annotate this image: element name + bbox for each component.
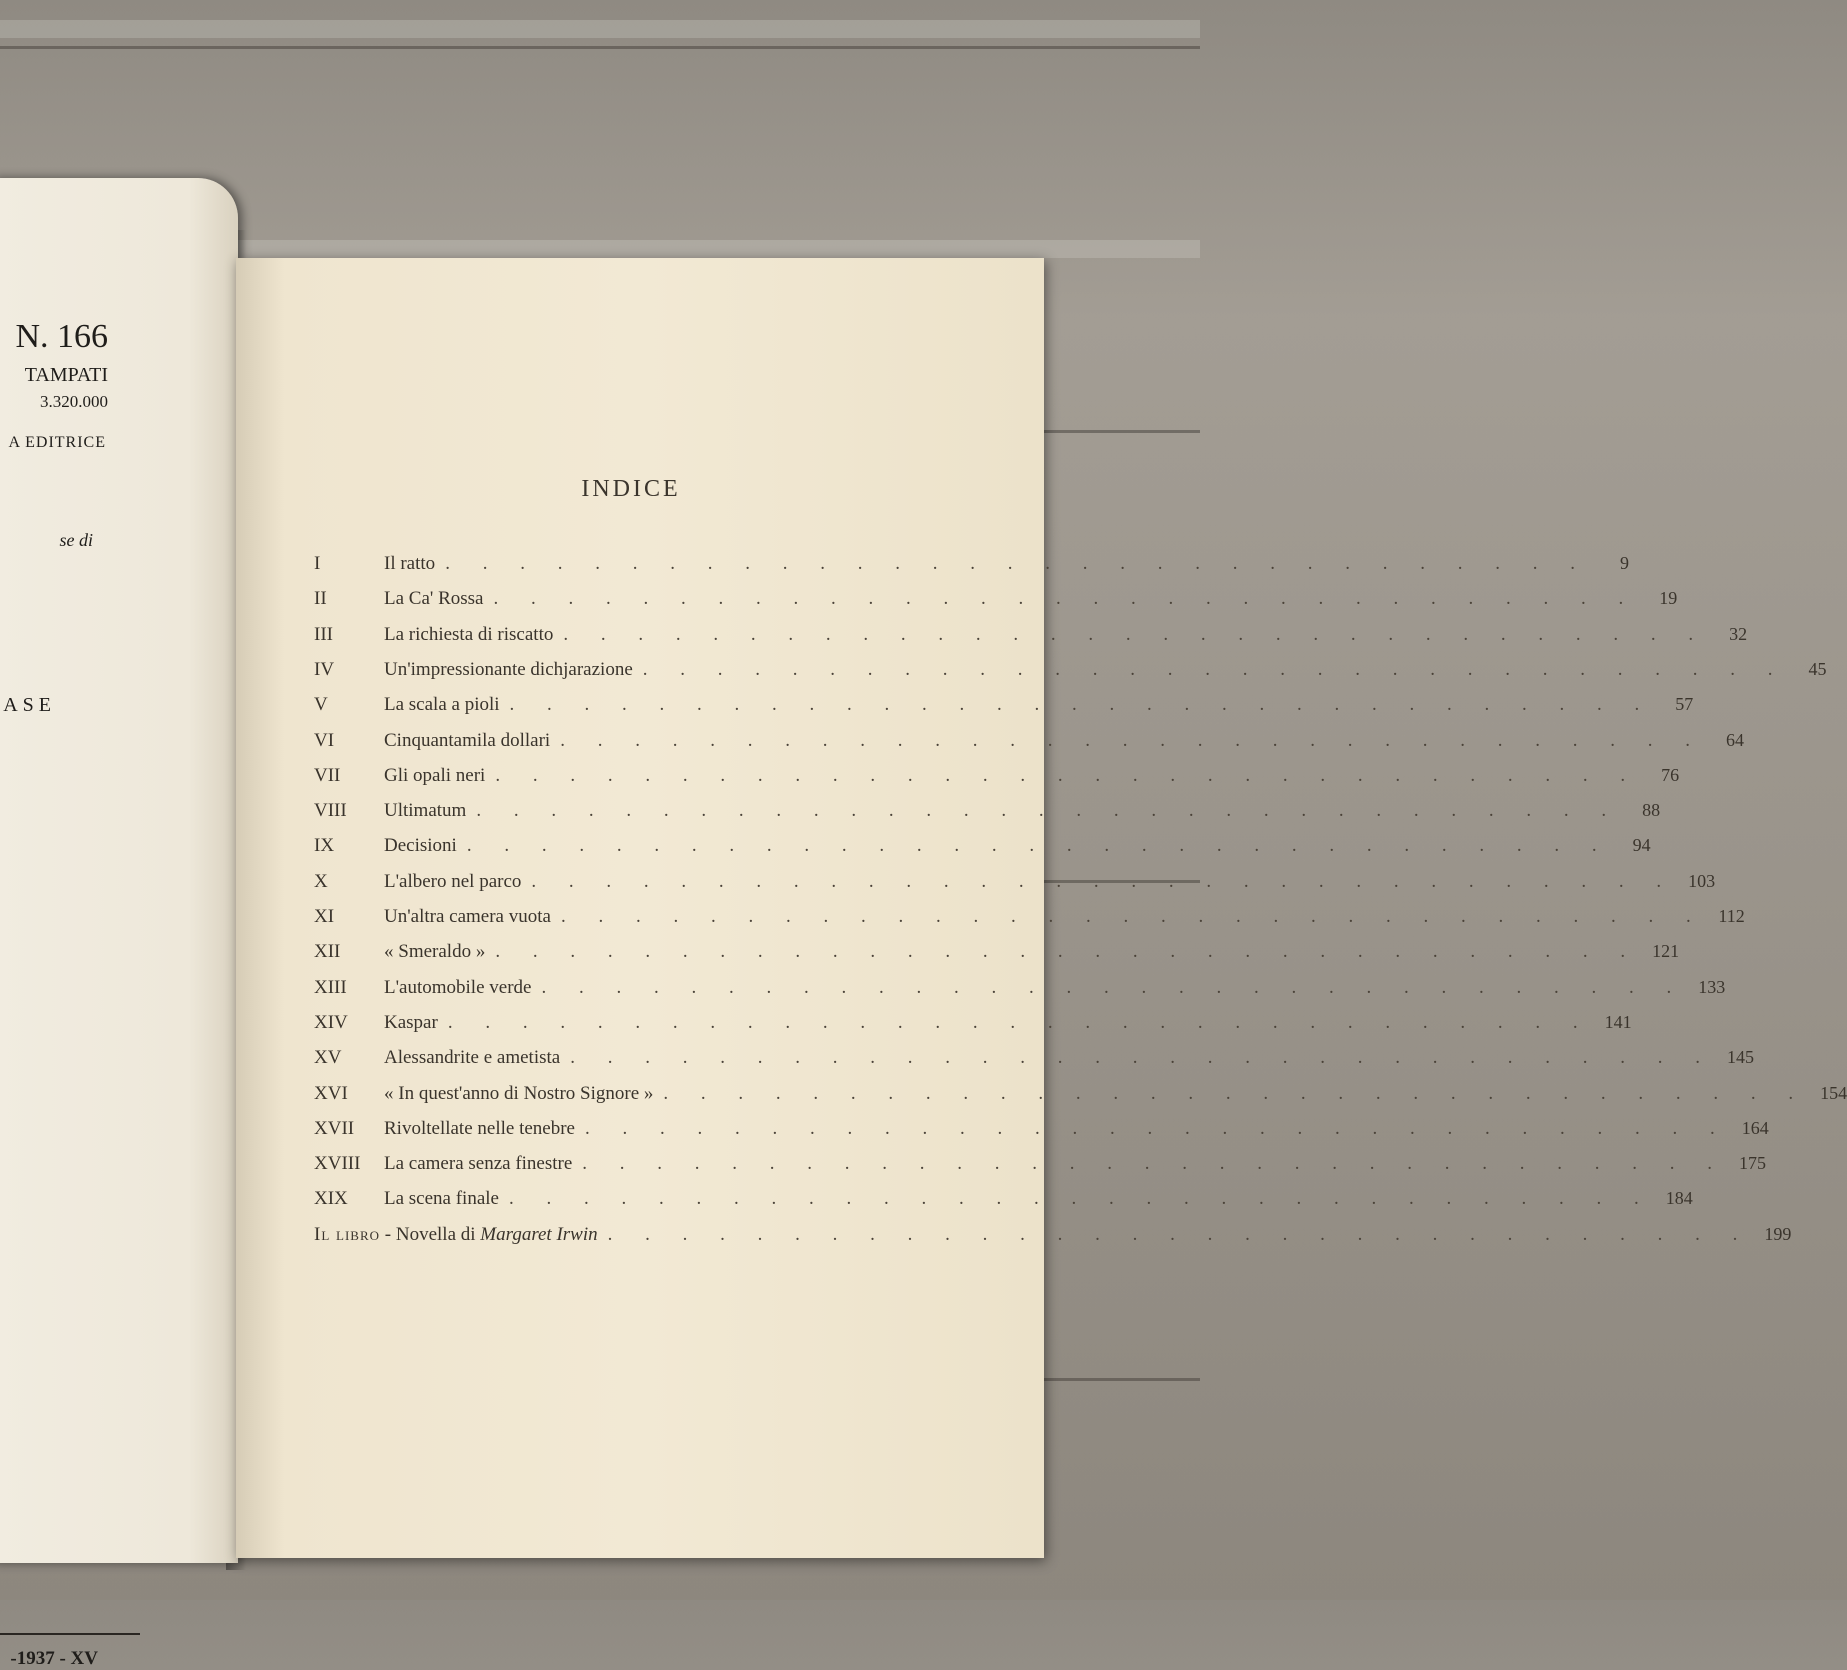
chapter-number: VIII — [314, 800, 347, 822]
page-number: 9 — [1619, 553, 1629, 573]
page-number: 184 — [1665, 1188, 1693, 1209]
page-number: 141 — [1604, 1011, 1632, 1032]
toc-entry — [314, 619, 1748, 649]
divider-rule — [0, 1633, 140, 1635]
dot-leader: . . . . . . . . . . . . . . . . . . . . . . . . . . . . . . . — [508, 1188, 1653, 1210]
dot-leader: . . . . . . . . . . . . . . . . . . . . . . . . . . . . . . . — [493, 588, 1638, 610]
dot-leader: . . . . . . . . . . . . . . . . . . . . . . . . . . . . . . . — [541, 976, 1686, 998]
dot-leader: . . . . . . . . . . . . . . . . . . . . . . . . . . . . . . . — [584, 1117, 1729, 1139]
page-number: 94 — [1632, 835, 1651, 856]
chapter-title: Kaspar — [384, 1011, 438, 1033]
toc-entry — [314, 725, 1744, 755]
page-number: 199 — [1764, 1223, 1792, 1244]
dot-leader: . . . . . . . . . . . . . . . . . . . . . . . . . . . . . . . — [531, 870, 1676, 892]
chapter-title: L'albero nel parco — [384, 870, 522, 892]
toc-entry — [314, 936, 1680, 966]
toc-entry — [314, 654, 1827, 684]
chapter-number: XV — [314, 1047, 342, 1069]
page-number: 145 — [1726, 1047, 1754, 1068]
chapter-title: La richiesta di riscatto — [384, 623, 554, 645]
toc-entry — [314, 866, 1716, 896]
toc-entry — [314, 1078, 1847, 1108]
dot-leader: . . . . . . . . . . . . . . . . . . . . . . . . . . . . . . . — [582, 1153, 1727, 1175]
chapter-title: Cinquantamila dollari — [384, 729, 551, 751]
toc-entry — [314, 1007, 1632, 1037]
appendix-title — [314, 1220, 598, 1250]
dot-leader: . . . . . . . . . . . . . . . . . . . . . . . . . . . . . . . — [607, 1223, 1752, 1245]
chapter-number: IV — [314, 658, 335, 680]
dot-leader: . . . . . . . . . . . . . . . . . . . . . . . . . . . . . . . — [509, 694, 1654, 716]
toc-entry — [314, 1042, 1754, 1072]
appendix-author: Margaret Irwin — [480, 1223, 598, 1245]
toc-entry — [314, 795, 1661, 825]
toc-entry — [314, 1183, 1693, 1213]
chapter-number: I — [314, 553, 321, 574]
publication-date: -1937 - XV — [10, 1648, 98, 1669]
publisher-label: A EDITRICE — [8, 434, 106, 451]
chapter-number: VII — [314, 764, 341, 786]
toc-entry — [314, 689, 1694, 719]
page-number: 32 — [1729, 623, 1748, 644]
printed-count: 3.320.000 — [40, 392, 108, 411]
chapter-number: XIV — [314, 1011, 348, 1033]
printed-label: TAMPATI — [24, 364, 108, 386]
toc-entry-appendix — [314, 1219, 1792, 1249]
chapter-number: XII — [314, 941, 341, 963]
page-number: 121 — [1652, 941, 1680, 962]
dot-leader: . . . . . . . . . . . . . . . . . . . . . . . . . . . . . . . — [476, 800, 1621, 822]
page-number: 133 — [1698, 976, 1726, 997]
chapter-number: VI — [314, 729, 335, 751]
chapter-number: XIII — [314, 976, 347, 998]
chapter-title: Gli opali neri — [384, 764, 486, 786]
chapter-number: XVI — [314, 1082, 348, 1104]
chapter-number: XVIII — [314, 1153, 361, 1175]
dot-leader: . . . . . . . . . . . . . . . . . . . . . . . . . . . . . . . — [570, 1047, 1714, 1069]
toc-entry — [314, 760, 1680, 790]
dot-leader: . . . . . . . . . . . . . . . . . . . . . . . . . . . . . . . — [560, 906, 1705, 927]
appendix-label: Il libro — [314, 1223, 381, 1245]
dot-leader: . . . . . . . . . . . . . . . . . . . . . . . . . . . . . . . — [445, 553, 1589, 574]
dot-leader: . . . . . . . . . . . . . . . . . . . . . . . . . . . . . . . — [560, 729, 1704, 751]
appendix-separator: - Novella di — [380, 1223, 481, 1245]
dot-leader: . . . . . . . . . . . . . . . . . . . . . . . . . . . . . . . — [663, 1082, 1808, 1104]
left-page — [0, 178, 238, 1669]
chapter-title: Ultimatum — [384, 800, 467, 822]
text-fragment: se di — [59, 530, 93, 550]
chapter-title: L'automobile verde — [384, 976, 532, 998]
toc-entry — [314, 901, 1745, 931]
toc-entry — [314, 1113, 1769, 1143]
chapter-number: V — [314, 694, 328, 716]
chapter-title: « Smeraldo » — [384, 941, 486, 963]
toc-entry — [314, 1148, 1767, 1178]
toc-entry — [314, 972, 1726, 1002]
wood-plank-seam — [0, 46, 1200, 49]
chapter-title: Un'impressionante dichjarazione — [384, 658, 633, 680]
dot-leader: . . . . . . . . . . . . . . . . . . . . . . . . . . . . . . . — [642, 658, 1787, 680]
chapter-number: III — [314, 623, 333, 645]
page-number: 164 — [1741, 1117, 1769, 1138]
chapter-title: La camera senza finestre — [384, 1153, 573, 1175]
dot-leader: . . . . . . . . . . . . . . . . . . . . . . . . . . . . . . . — [466, 835, 1611, 857]
page-number: 57 — [1675, 694, 1694, 715]
wood-plank-highlight — [0, 20, 1200, 38]
index-title: INDICE — [581, 476, 681, 502]
chapter-number: XVII — [314, 1117, 355, 1139]
page-number: 154 — [1820, 1082, 1847, 1103]
page-number: 88 — [1642, 800, 1661, 821]
right-page — [236, 258, 1847, 1558]
chapter-number: II — [314, 588, 327, 610]
chapter-number: IX — [314, 835, 335, 857]
dot-leader: . . . . . . . . . . . . . . . . . . . . . . . . . . . . . . . — [495, 941, 1640, 963]
page-number: 175 — [1739, 1153, 1767, 1174]
page-number: 103 — [1688, 870, 1716, 891]
dot-leader: . . . . . . . . . . . . . . . . . . . . . . . . . . . . . . . — [495, 764, 1640, 786]
toc-entry — [314, 583, 1678, 613]
toc-entry — [314, 548, 1629, 578]
dot-leader: . . . . . . . . . . . . . . . . . . . . . . . . . . . . . . . — [563, 623, 1708, 645]
page-number: 64 — [1725, 729, 1744, 750]
chapter-title: Il ratto — [384, 553, 436, 574]
toc-entry — [314, 830, 1651, 860]
chapter-title: Alessandrite e ametista — [384, 1047, 561, 1069]
chapter-title: Rivoltellate nelle tenebre — [384, 1117, 575, 1139]
chapter-title: Un'altra camera vuota — [384, 906, 551, 927]
page-number: 45 — [1808, 658, 1827, 679]
page-number: 76 — [1661, 764, 1680, 785]
chapter-title: La Ca' Rossa — [384, 588, 484, 610]
chapter-title: La scala a pioli — [384, 694, 500, 716]
chapter-title: Decisioni — [384, 835, 457, 857]
chapter-number: XI — [314, 906, 335, 927]
chapter-title: « In quest'anno di Nostro Signore » — [384, 1082, 654, 1104]
chapter-number: X — [314, 870, 328, 892]
chapter-title: La scena finale — [384, 1188, 499, 1210]
dot-leader: . . . . . . . . . . . . . . . . . . . . . . . . . . . . . . . — [447, 1011, 1592, 1033]
page-number: 112 — [1718, 906, 1745, 926]
text-fragment: ASE — [3, 694, 56, 716]
chapter-number: XIX — [314, 1188, 348, 1210]
page-number: 19 — [1659, 588, 1678, 609]
series-number: N. 166 — [15, 318, 108, 355]
